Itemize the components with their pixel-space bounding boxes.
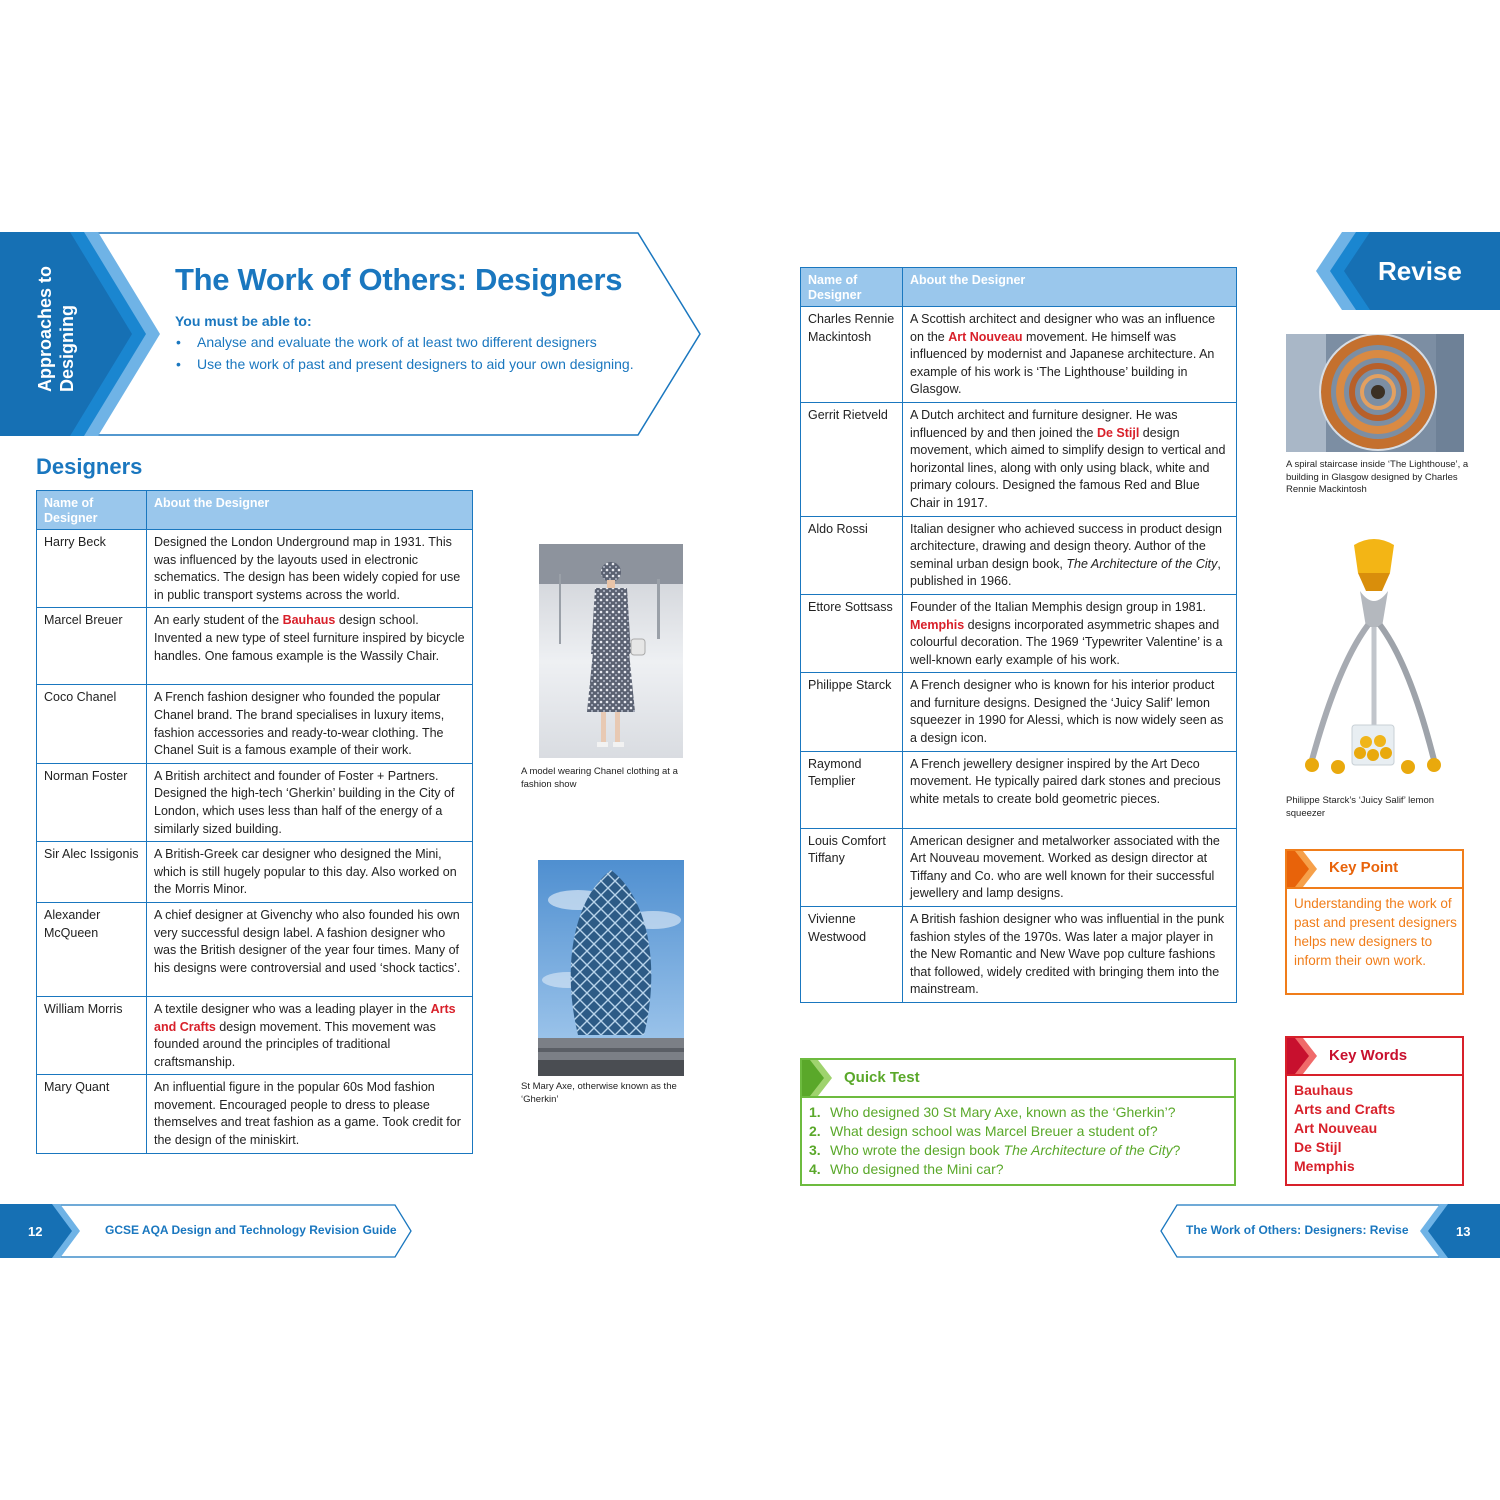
- designer-about: American designer and metalworker associated with the Art Nouveau movement. Worked as design director at Tiffany and Co. who are well known for their successful jewellery and lamp designs.: [903, 828, 1237, 906]
- photo-caption: A model wearing Chanel clothing at a fashion show: [521, 766, 678, 790]
- table-header-row: [37, 491, 473, 530]
- table-row: [37, 842, 473, 903]
- spiral-staircase-photo: [1286, 334, 1464, 452]
- designers-table-right: [800, 267, 1237, 1003]
- designer-name: Sir Alec Issigonis: [37, 842, 147, 903]
- key-word-item: Bauhaus: [1294, 1082, 1354, 1098]
- objective-item: • Use the work of past and present designers to aid your own designing.: [175, 356, 634, 372]
- table-row: [37, 530, 473, 608]
- revise-label: Revise: [1378, 256, 1462, 286]
- juicy-salif-photo: [1298, 535, 1448, 781]
- footer-book-title: GCSE AQA Design and Technology Revision Guide: [105, 1223, 397, 1237]
- designer-about: A British architect and founder of Foster + Partners. Designed the high-tech ‘Gherkin’ building in the City of London, which uses less than half of the energy of a similarly sized building.: [147, 763, 473, 841]
- photo-caption: A spiral staircase inside ‘The Lighthouse’, a building in Glasgow designed by Charles Rennie Mackintosh: [1286, 459, 1469, 495]
- key-point-text: Understanding the work of past and present designers helps new designers to inform their own work.: [1294, 896, 1457, 968]
- table-row: [801, 516, 1237, 594]
- keyword: De Stijl: [1096, 425, 1140, 440]
- table-row: [37, 902, 473, 996]
- footer-section-title: The Work of Others: Designers: Revise: [1186, 1223, 1409, 1237]
- designer-name: Gerrit Rietveld: [801, 402, 903, 516]
- photo-caption: St Mary Axe, otherwise known as the ‘Gherkin’: [521, 1081, 677, 1105]
- column-header-about: About the Designer: [147, 491, 473, 530]
- keyword: Arts and Crafts: [154, 1001, 456, 1034]
- table-row: [801, 907, 1237, 1003]
- column-header-name: Name of Designer: [37, 491, 147, 530]
- designer-name: Louis Comfort Tiffany: [801, 828, 903, 906]
- key-word-item: Memphis: [1294, 1158, 1355, 1174]
- designer-name: Harry Beck: [37, 530, 147, 608]
- table-row: [37, 685, 473, 763]
- table-row: [37, 1075, 473, 1153]
- table-row: [37, 608, 473, 685]
- designer-name: Vivienne Westwood: [801, 907, 903, 1003]
- keyword: Art Nouveau: [948, 329, 1023, 344]
- objectives-heading: You must be able to:: [175, 313, 312, 329]
- quick-test-question: 2. What design school was Marcel Breuer a student of?: [809, 1123, 1158, 1139]
- designer-about: An early student of the Bauhaus design school. Invented a new type of steel furniture inspired by bicycle handles. One famous example is the Wassily Chair.: [147, 608, 473, 685]
- table-row: [801, 307, 1237, 403]
- page-title: The Work of Others: Designers: [175, 262, 623, 297]
- key-word-item: Arts and Crafts: [1294, 1101, 1396, 1117]
- designer-about: A French jewellery designer inspired by the Art Deco movement. He typically paired dark stones and precious white metals to create bold geometric pieces.: [903, 751, 1237, 828]
- designer-name: Raymond Templier: [801, 751, 903, 828]
- divider: [802, 1096, 1234, 1098]
- quick-test-question: 3. Who wrote the design book The Architecture of the City?: [809, 1142, 1181, 1158]
- key-word-item: Art Nouveau: [1294, 1120, 1378, 1136]
- key-word-item: De Stijl: [1294, 1139, 1342, 1155]
- designer-about: A chief designer at Givenchy who also founded his own very successful design label. A fashion designer who was the British designer of the year four times. Many of his designs were controversial and used ‘shock tactics’.: [147, 902, 473, 996]
- quick-test-question: 4. Who designed the Mini car?: [809, 1161, 1004, 1177]
- designer-name: Coco Chanel: [37, 685, 147, 763]
- key-point-arrow-icon: [1287, 851, 1323, 887]
- designer-name: William Morris: [37, 996, 147, 1074]
- designer-about: A French designer who is known for his interior product and furniture designs. Designed the ‘Juicy Salif’ lemon squeezer in 1990 for Alessi, which is now widely seen as a design icon.: [903, 673, 1237, 751]
- designer-about: A British fashion designer who was influential in the punk fashion styles of the 1970s. Was later a major player in the New Romantic and New Wave pop culture fashions that followed, widely credited with bringing them into the mainstream.: [903, 907, 1237, 1003]
- table-row: [37, 996, 473, 1074]
- chanel-model-photo: [539, 544, 683, 758]
- table-row: [801, 402, 1237, 516]
- key-point-title: Key Point: [1329, 859, 1399, 876]
- table-row: [37, 763, 473, 841]
- key-words-title: Key Words: [1329, 1047, 1408, 1064]
- gherkin-photo: [538, 860, 684, 1076]
- key-words-arrow-icon: [1287, 1038, 1323, 1074]
- section-title: Designers: [36, 454, 143, 479]
- section-tab-label: Approaches to Designing: [35, 265, 77, 392]
- quick-test-arrow-icon: [802, 1060, 838, 1096]
- column-header-about: About the Designer: [903, 268, 1237, 307]
- designer-name: Mary Quant: [37, 1075, 147, 1153]
- designer-about: A French fashion designer who founded the popular Chanel brand. The brand specialises in luxury items, fashion accessories and ready-to-wear clothing. The Chanel Suit is a famous example of their work.: [147, 685, 473, 763]
- designer-about: Designed the London Underground map in 1931. This was influenced by the layouts used in electronic schematics. The design has been widely copied for use in public transport systems across the world.: [147, 530, 473, 608]
- quick-test-title: Quick Test: [844, 1069, 920, 1086]
- designer-name: Aldo Rossi: [801, 516, 903, 594]
- designer-name: Alexander McQueen: [37, 902, 147, 996]
- divider: [1287, 887, 1462, 889]
- objective-item: • Analyse and evaluate the work of at least two different designers: [175, 334, 597, 350]
- divider: [1287, 1074, 1462, 1076]
- table-row: [801, 751, 1237, 828]
- designer-about: An influential figure in the popular 60s Mod fashion movement. Encouraged people to dress to please themselves and treat fashion as a game. Took credit for the design of the miniskirt.: [147, 1075, 473, 1153]
- designer-about: A British-Greek car designer who designed the Mini, which is still hugely popular to this day. Also worked on the Morris Minor.: [147, 842, 473, 903]
- designer-name: Philippe Starck: [801, 673, 903, 751]
- designer-about: A Scottish architect and designer who was an influence on the Art Nouveau movement. He himself was influenced by modernist and Japanese architecture. An example of his work is ‘The Lighthouse’ building in Glasgow.: [903, 307, 1237, 403]
- designer-name: Charles Rennie Mackintosh: [801, 307, 903, 403]
- designer-about: Italian designer who achieved success in product design architecture, drawing and design theory. Author of the seminal urban design book, The Architecture of the City, published in 1966.: [903, 516, 1237, 594]
- photo-caption: Philippe Starck’s ‘Juicy Salif’ lemon squeezer: [1286, 795, 1435, 819]
- table-row: [801, 828, 1237, 906]
- section-tab: [0, 232, 160, 436]
- keyword: Memphis: [910, 617, 965, 632]
- designer-about: A Dutch architect and furniture designer. He was influenced by and then joined the De Stijl design movement, which aimed to simplify design to vertical and horizontal lines, along with only using black, white and primary colours. Designed the famous Red and Blue Chair in 1917.: [903, 402, 1237, 516]
- keyword: Bauhaus: [282, 613, 336, 628]
- designer-name: Marcel Breuer: [37, 608, 147, 685]
- designer-name: Norman Foster: [37, 763, 147, 841]
- designer-about: Founder of the Italian Memphis design group in 1981. Memphis designs incorporated asymmetric shapes and colourful decoration. The 1969 ‘Typewriter Valentine’ is a well-known early example of his work.: [903, 594, 1237, 672]
- designer-name: Ettore Sottsass: [801, 594, 903, 672]
- page-number: 13: [1456, 1224, 1471, 1239]
- book-title: The Architecture of the City: [1066, 556, 1218, 571]
- page-number: 12: [28, 1224, 43, 1239]
- quick-test-question: 1. Who designed 30 St Mary Axe, known as the ‘Gherkin’?: [809, 1104, 1176, 1120]
- table-row: [801, 673, 1237, 751]
- column-header-name: Name of Designer: [801, 268, 903, 307]
- table-row: [801, 594, 1237, 672]
- designers-table-left: [36, 490, 473, 1154]
- table-header-row: [801, 268, 1237, 307]
- designer-about: A textile designer who was a leading player in the Arts and Crafts design movement. This movement was founded around the principles of traditional craftsmanship.: [147, 996, 473, 1074]
